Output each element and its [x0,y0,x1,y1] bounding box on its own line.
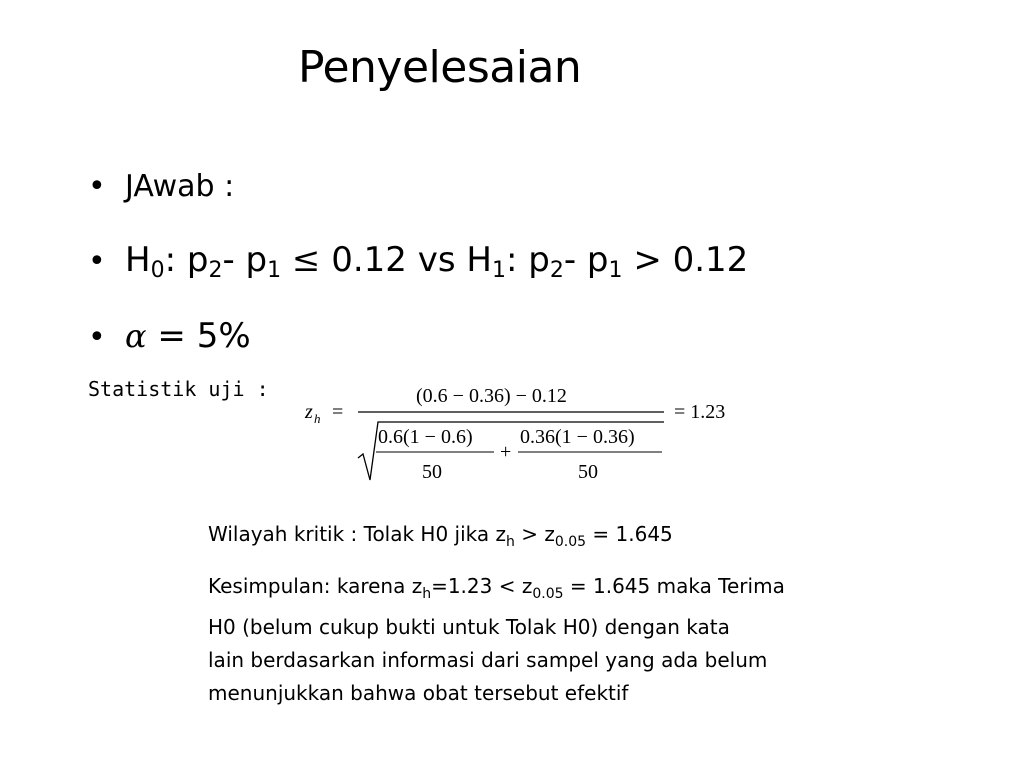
slide-title: Penyelesaian [298,42,582,93]
conclusion-suffix: = 1.645 maka Terima [563,574,785,598]
region-suffix: = 1.645 [586,522,673,546]
formula-z: z [305,401,313,423]
conclusion-z-sub: 0.05 [532,586,564,602]
formula-numerator: (0.6 − 0.36) − 0.12 [416,385,567,407]
conclusion-line-3: lain berdasarkan informasi dari sampel yang ada belum [208,648,768,672]
critical-region [208,518,673,558]
conclusion-line-4: menunjukkan bahwa obat tersebut efektif [208,681,629,705]
formula-z-sub: h [314,411,321,426]
bullet-dot: • [88,244,106,279]
region-prefix: Wilayah kritik : Tolak H0 jika z [208,522,507,546]
formula-equals: = [332,401,344,423]
minus-p: - p [222,240,268,280]
p2-subscript: 2 [208,258,223,283]
h1-subscript: 1 [491,258,506,283]
rhs-h0-vs-h1: 0.12 vs H [331,240,492,280]
p1-subscript-b: 1 [608,258,623,283]
h0-colon-p: : p [164,240,209,280]
rhs-h1: > 0.12 [633,240,749,280]
h0-subscript: 0 [150,258,165,283]
alpha-symbol: α [125,317,147,355]
bullet-hypothesis [88,236,748,295]
formula-plus: + [500,441,512,463]
h0-letter: H [125,240,151,280]
conclusion-line-2: H0 (belum cukup bukti untuk Tolak H0) dengan kata [208,615,730,639]
less-equal-symbol: ≤ [291,240,321,280]
bullet-dot: • [88,169,106,204]
p1-subscript: 1 [267,258,282,283]
term2-numerator: 0.36(1 − 0.36) [520,426,635,448]
h1-colon-p: : p [505,240,550,280]
bullet-text: JAwab : [125,169,235,204]
formula-svg [300,376,760,491]
region-zh-sub: h [506,534,515,550]
bullet-alpha [88,312,251,362]
conclusion-mid: =1.23 < z [431,574,533,598]
term1-numerator: 0.6(1 − 0.6) [378,426,473,448]
alpha-value: = 5% [157,316,251,356]
test-statistic-formula [300,376,760,491]
term1-denominator: 50 [422,461,442,483]
bullet-dot: • [88,320,106,355]
conclusion-prefix: Kesimpulan: karena z [208,574,423,598]
formula-result: = 1.23 [674,401,726,423]
conclusion [208,570,948,710]
region-mid: > z [514,522,555,546]
conclusion-zh-sub: h [422,586,432,602]
minus-p-b: - p [563,240,609,280]
term2-denominator: 50 [578,461,598,483]
bullet-jawab [88,165,234,209]
p2-subscript-b: 2 [549,258,564,283]
region-z-sub: 0.05 [554,534,587,550]
conclusion-line-1 [208,570,948,611]
test-statistic-label: Statistik uji : [88,377,269,401]
